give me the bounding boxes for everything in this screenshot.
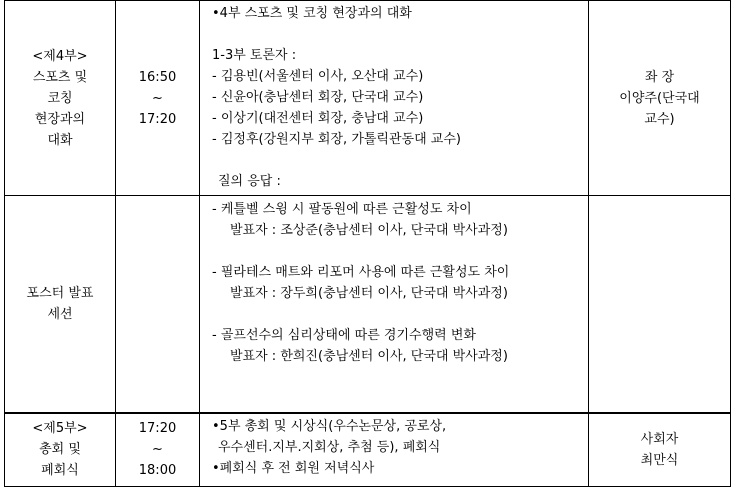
session-label: <제5부>	[32, 421, 88, 437]
session-label: 대화	[47, 132, 73, 148]
chair-cell	[589, 196, 731, 413]
content-cell	[200, 413, 589, 487]
content-line: •폐회식 후 전 회원 저녁식사	[212, 460, 375, 476]
chair-name: 이양주(단국대	[619, 90, 700, 106]
poster-title: - 케틀벨 스윙 시 팔동원에 따른 근활성도 차이	[212, 202, 472, 217]
panelist-item: - 김용빈(서울센터 이사, 오산대 교수)	[212, 69, 424, 84]
time-end: 18:00	[138, 463, 177, 479]
chair-name: 최만식	[640, 452, 679, 468]
session-label: 현장과의	[34, 111, 86, 127]
session-label: 폐회식	[41, 463, 79, 479]
session-label: 세션	[47, 306, 73, 322]
poster-presenter: 발표자 : 조상준(충남센터 이사, 단국대 박사과정)	[230, 223, 508, 238]
time-cell	[116, 1, 200, 196]
time-separator: ~	[152, 90, 163, 106]
panel-heading: 1-3부 토론자 :	[212, 48, 297, 63]
session-cell	[5, 196, 116, 413]
poster-presenter: 발표자 : 한희진(충남센터 이사, 단국대 박사과정)	[230, 349, 508, 364]
content-cell	[200, 1, 589, 196]
session-label: 총회 및	[39, 442, 81, 458]
panelist-item: - 신윤아(충남센터 회장, 단국대 교수)	[212, 90, 424, 105]
content-line: 우수센터.지부.지회상, 추첨 등), 폐회식	[218, 439, 441, 455]
program-table	[4, 0, 731, 487]
session-label: 코칭	[47, 90, 73, 106]
chair-role: 좌 장	[644, 69, 675, 85]
time-start: 17:20	[138, 421, 177, 437]
content-line: •5부 총회 및 시상식(우수논문상, 공로상,	[212, 418, 447, 434]
table-row-session-5	[5, 413, 731, 487]
time-separator: ~	[152, 442, 163, 458]
time-end: 17:20	[138, 111, 177, 127]
panelist-item: - 이상기(대전센터 회장, 충남대 교수)	[212, 111, 424, 126]
table-row-session-4	[5, 1, 731, 196]
chair-cell	[589, 1, 731, 196]
poster-title: - 필라테스 매트와 리포머 사용에 따른 근활성도 차이	[212, 265, 510, 280]
content-title: •4부 스포츠 및 코칭 현장과의 대화	[212, 6, 412, 21]
session-cell	[5, 1, 116, 196]
table-row-poster-session	[5, 196, 731, 413]
session-label: 포스터 발표	[26, 285, 94, 301]
chair-role: 사회자	[640, 431, 679, 447]
time-cell	[116, 196, 200, 413]
session-cell	[5, 413, 116, 487]
session-label: <제4부>	[32, 48, 88, 64]
time-start: 16:50	[138, 69, 177, 85]
qa-label: 질의 응답 :	[218, 174, 281, 189]
content-cell	[200, 196, 589, 413]
time-cell	[116, 413, 200, 487]
chair-affiliation: 교수)	[644, 111, 675, 127]
panelist-item: - 김정후(강원지부 회장, 가톨릭관동대 교수)	[212, 132, 461, 147]
poster-presenter: 발표자 : 장두희(충남센터 이사, 단국대 박사과정)	[230, 286, 508, 301]
chair-cell	[589, 413, 731, 487]
poster-title: - 골프선수의 심리상태에 따른 경기수행력 변화	[212, 328, 476, 343]
session-label: 스포츠 및	[32, 69, 88, 85]
